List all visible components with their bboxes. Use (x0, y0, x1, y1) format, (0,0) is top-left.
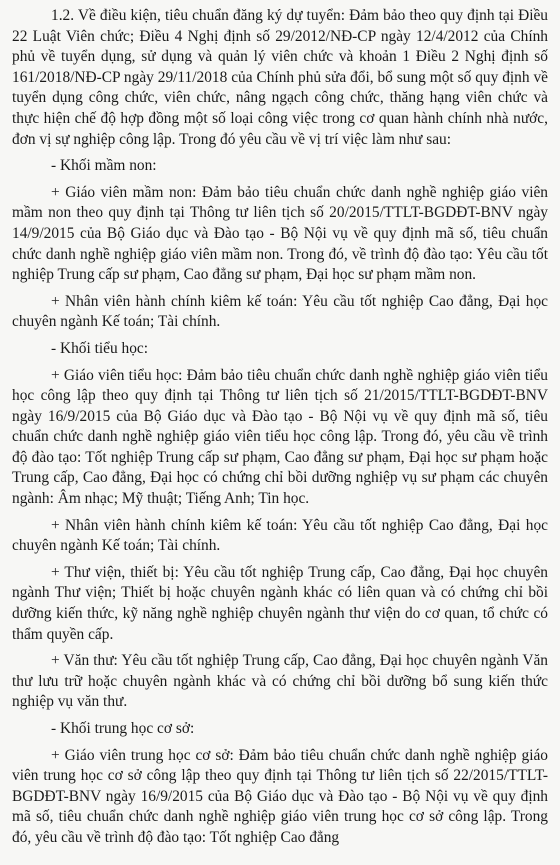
clerical-paragraph: + Văn thư: Yêu cầu tốt nghiệp Trung cấp, Cao đẳng, Đại học chuyên ngành Văn thư lưu trữ hoặc chuyên ngành khác và có chứng chỉ bồi dưỡng bổ sung kiến thức nghiệp vụ văn thư. (12, 652, 548, 711)
secondary-heading: - Khối trung học cơ sở: (51, 720, 195, 737)
secondary-teacher-paragraph: + Giáo viên trung học cơ sở: Đảm bảo tiêu chuẩn chức danh nghề nghiệp giáo viên trung học cơ sở công lập theo quy định tại Thông tư liên tịch số 22/2015/TTLT-BGDĐT-BNV ngày 16/9/2015 của Bộ Giáo dục và Đào tạo - Bộ Nội vụ về quy định mã số, tiêu chuẩn chức danh nghề nghiệp giáo viên trung học cơ sở công lập. Trong đó, yêu cầu về trình độ đào tạo: Tốt nghiệp Cao đẳng (12, 746, 548, 846)
section-1-2-paragraph: 1.2. Về điều kiện, tiêu chuẩn đăng ký dự tuyển: Đảm bảo theo quy định tại Điều 22 Luật Viên chức; Điều 4 Nghị định số 29/2012/NĐ-CP ngày 12/4/2012 của Chính phủ về tuyển dụng, sử dụng và quản lý viên chức và khoản 1 Điều 2 Nghị định số 161/2018/NĐ-CP ngày 29/11/2018 của Chính phủ sửa đổi, bổ sung một số quy định về tuyển dụng công chức, viên chức, nâng ngạch công chức, thăng hạng viên chức và thực hiện chế độ hợp đồng một số loại công việc trong cơ quan hành chính nhà nước, đơn vị sự nghiệp công lập. Trong đó yêu cầu về vị trí việc làm như sau: (12, 7, 548, 148)
preschool-heading: - Khối mầm non: (51, 157, 157, 175)
primary-teacher-paragraph: + Giáo viên tiểu học: Đảm bảo tiêu chuẩn chức danh nghề nghiệp giáo viên tiểu học công lập theo quy định tại Thông tư liên tịch số 21/2015/TTLT-BGDĐT-BNV ngày 16/9/2015 của Bộ Giáo dục và Đào tạo - Bộ Nội vụ về quy định mã số, tiêu chuẩn chức danh nghề nghiệp giáo viên tiểu học công lập. Trong đó, yêu cầu về trình độ đào tạo: Tốt nghiệp Trung cấp sư phạm, Cao đẳng sư phạm, Đại học sư phạm hoặc Trung cấp, Cao đẳng, Đại học có chứng chỉ bồi dưỡng nghiệp vụ sư phạm các chuyên ngành: Âm nhạc; Mỹ thuật; Tiếng Anh; Tin học. (12, 366, 548, 508)
library-equipment-paragraph: + Thư viện, thiết bị: Yêu cầu tốt nghiệp Trung cấp, Cao đẳng, Đại học chuyên ngành Thư viện; Thiết bị hoặc chuyên ngành khác có liên quan và có chứng chỉ bồi dưỡng kiến thức, kỹ năng nghề nghiệp chuyên ngành thư viện do cơ quan, tổ chức có thẩm quyền cấp. (12, 563, 548, 643)
preschool-teacher-paragraph: + Giáo viên mầm non: Đảm bảo tiêu chuẩn chức danh nghề nghiệp giáo viên mầm non theo quy định tại Thông tư liên tịch số 20/2015/TTLT-BGDĐT-BNV ngày 14/9/2015 của Bộ Giáo dục và Đào tạo - Bộ Nội vụ về quy định mã số, tiêu chuẩn chức danh nghề nghiệp giáo viên mầm non. Trong đó, về trình độ đào tạo: Yêu cầu tốt nghiệp Trung cấp sư phạm, Cao đẳng sư phạm, Đại học sư phạm mầm non. (12, 183, 548, 284)
primary-admin-accountant-paragraph: + Nhân viên hành chính kiêm kế toán: Yêu cầu tốt nghiệp Cao đẳng, Đại học chuyên ngành Kế toán; Tài chính. (12, 516, 548, 555)
primary-heading: - Khối tiểu học: (51, 339, 149, 357)
preschool-admin-accountant-paragraph: + Nhân viên hành chính kiêm kế toán: Yêu cầu tốt nghiệp Cao đẳng, Đại học chuyên ngành Kế toán; Tài chính. (12, 292, 548, 331)
